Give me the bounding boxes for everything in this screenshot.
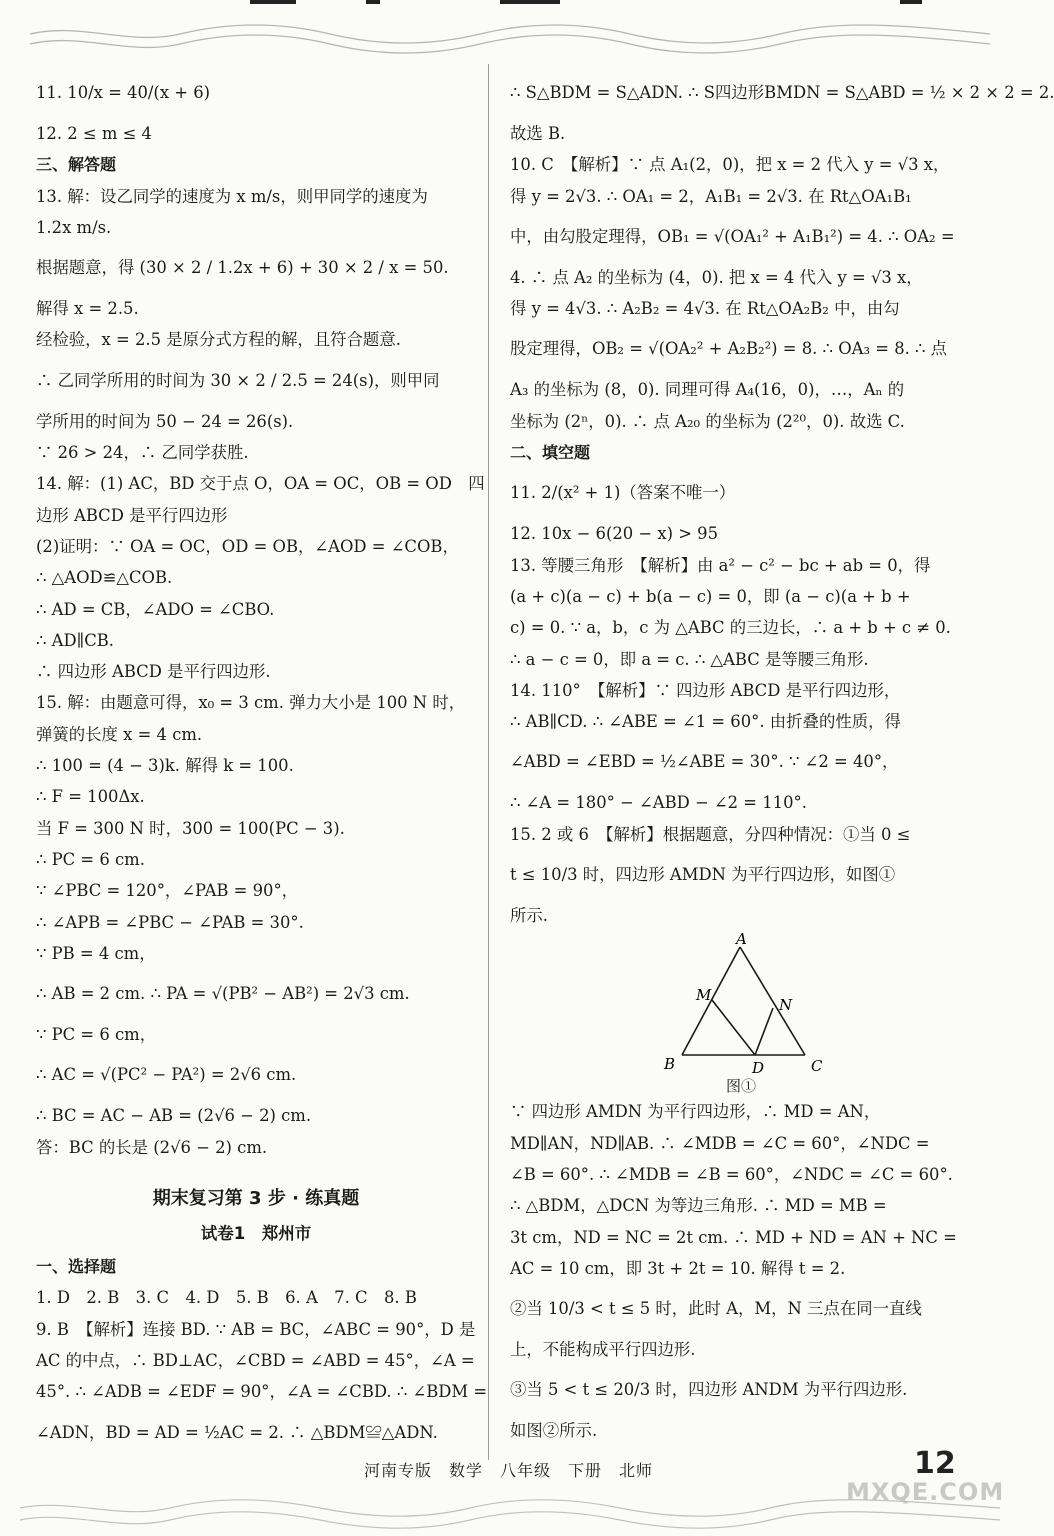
text-line: ∴ ∠APB = ∠PBC − ∠PAB = 30°. [36,912,304,932]
text-line: ∠ABD = ∠EBD = ½∠ABE = 30°. ∵ ∠2 = 40°， [510,752,899,772]
text-line: 14. 110° 【解析】∵ 四边形 ABCD 是平行四边形， [510,680,901,700]
text-line: 12. 10x − 6(20 − x) > 95 [510,524,719,544]
text-line: AC 的中点，∴ BD⊥AC，∠CBD = ∠ABD = 45°，∠A = [36,1350,475,1370]
text-line: ∵ PC = 6 cm， [36,1025,157,1045]
text-line: 12. 2 ≤ m ≤ 4 [36,124,152,143]
point-label-D: D [752,1059,765,1078]
text-line: ∵ PB = 4 cm， [36,943,156,963]
column-divider [488,64,489,1460]
point-label-M: M [696,986,712,1005]
text-line: ∴ AD∥CB. [36,630,114,650]
text-line: MD∥AN，ND∥AB. ∴ ∠MDB = ∠C = 60°，∠NDC = [510,1133,930,1153]
text-line: ∴ 四边形 ABCD 是平行四边形. [36,662,271,682]
text-line: 3t cm，ND = NC = 2t cm. ∴ MD + ND = AN + NC = [510,1227,957,1247]
section-heading: 三、解答题 [36,155,117,175]
text-line: 45°. ∴ ∠ADB = ∠EDF = 90°，∠A = ∠CBD. ∴ ∠BDM = [36,1382,488,1402]
segment-AC [740,947,805,1055]
text-line: 坐标为 (2ⁿ，0). ∴ 点 A₂₀ 的坐标为 (2²⁰，0). 故选 C. [510,411,905,431]
text-line: 当 F = 300 N 时，300 = 100(PC − 3). [36,818,345,838]
text-line: t ≤ 10/3 时，四边形 AMDN 为平行四边形，如图① [510,865,896,885]
text-line: 15. 2 或 6 【解析】根据题意，分四种情况：①当 0 ≤ [510,824,911,844]
point-label-C: C [811,1057,823,1076]
text-line: 中，由勾股定理得，OB₁ = √(OA₁² + A₁B₁²) = 4. ∴ OA₂ = [510,226,955,246]
text-line: ∠ADN，BD = AD = ½AC = 2. ∴ △BDM≌△ADN. [36,1422,438,1442]
text-line: 上，不能构成平行四边形. [510,1340,696,1360]
text-line: ∴ AB∥CD. ∴ ∠ABE = ∠1 = 60°. 由折叠的性质，得 [510,712,901,732]
page-footer: 河南专版 数学 八年级 下册 北师 [363,1461,653,1480]
spacer [36,1163,476,1177]
point-label-N: N [779,996,793,1015]
text-line: ∠B = 60°. ∴ ∠MDB = ∠B = 60°，∠NDC = ∠C = 60°. [510,1164,953,1184]
text-line: 边形 ABCD 是平行四边形 [36,505,228,525]
text-line: ∴ ∠A = 180° − ∠ABD − ∠2 = 110°. [510,793,807,813]
top-wavy-border [0,0,1017,58]
text-line: 11. 10/x = 40/(x + 6) [36,83,211,102]
text-line: ∴ △BDM，△DCN 为等边三角形. ∴ MD = MB = [510,1196,887,1216]
segment-ND [755,1008,773,1055]
bottom-wavy-border [0,1498,1017,1536]
text-line: ∵ ∠PBC = 120°，∠PAB = 90°， [36,881,299,901]
point-label-B: B [664,1055,676,1074]
text-line: ∴ PC = 6 cm. [36,849,145,869]
text-line: (2)证明：∵ OA = OC，OD = OB，∠AOD = ∠COB， [36,536,459,556]
watermark: MXQE.COM [846,1478,1005,1506]
text-line: ∴ a − c = 0，即 a = c. ∴ △ABC 是等腰三角形. [510,649,869,669]
chapter-title: 期末复习第 3 步 · 练真题 [152,1188,360,1210]
segment-MD [712,1000,755,1055]
text-line: 1.2x m/s. [36,217,112,237]
text-line: A₃ 的坐标为 (8，0). 同理可得 A₄(16，0)，…，Aₙ 的 [510,380,905,400]
text-line: 学所用的时间为 50 − 24 = 26(s). [36,411,294,431]
text-line: (a + c)(a − c) + b(a − c) = 0，即 (a − c)(a + b + [510,586,911,606]
text-line: c) = 0. ∵ a，b，c 为 △ABC 的三边长，∴ a + b + c ≠ 0. [510,618,951,638]
figure-1 [510,931,950,1096]
text-line: AC = 10 cm，即 3t + 2t = 10. 解得 t = 2. [510,1258,846,1278]
text-line: 经检验，x = 2.5 是原分式方程的解，且符合题意. [36,330,401,350]
text-line: 股定理得，OB₂ = √(OA₂² + A₂B₂²) = 8. ∴ OA₃ = 8. ∴ 点 [510,339,948,359]
text-line: 13. 等腰三角形 【解析】由 a² − c² − bc + ab = 0，得 [510,555,931,575]
text-line: ∵ 26 > 24，∴ 乙同学获胜. [36,443,249,463]
text-line: ∴ 100 = (4 − 3)k. 解得 k = 100. [36,756,294,776]
text-line: 11. 2/(x² + 1)（答案不唯一） [510,483,736,503]
section-heading: 一、选择题 [36,1257,117,1277]
page-number: 12 [914,1446,956,1481]
text-line: 13. 解：设乙同学的速度为 x m/s，则甲同学的速度为 [36,186,428,206]
text-line: ∴ 乙同学所用的时间为 30 × 2 / 2.5 = 24(s)，则甲同 [36,370,440,390]
section-heading: 二、填空题 [510,443,591,463]
text-line: ∴ BC = AC − AB = (2√6 − 2) cm. [36,1106,312,1126]
text-line: 9. B 【解析】连接 BD. ∵ AB = BC，∠ABC = 90°，D 是 [36,1319,476,1339]
left-column [36,68,488,1458]
text-line: 答：BC 的长是 (2√6 − 2) cm. [36,1137,268,1157]
text-line: 15. 解：由题意可得，x₀ = 3 cm. 弹力大小是 100 N 时， [36,693,466,713]
triangle-diagram [660,930,823,1078]
text-line: 如图②所示. [510,1421,598,1441]
text-line: ∴ AC = √(PC² − PA²) = 2√6 cm. [36,1065,297,1085]
text-line: 得 y = 4√3. ∴ A₂B₂ = 4√3. 在 Rt△OA₂B₂ 中，由勾 [510,299,900,319]
point-label-A: A [736,930,747,949]
text-line: 1. D 2. B 3. C 4. D 5. B 6. A 7. C 8. B [36,1288,417,1308]
chapter-title: 试卷1 郑州市 [200,1224,312,1244]
text-line: ∴ △AOD≌△COB. [36,568,173,588]
text-line: ∴ F = 100Δx. [36,787,145,807]
text-line: 根据题意，得 (30 × 2 / 1.2x + 6) + 30 × 2 / x = 50. [36,258,449,278]
figure-caption: 图① [726,1077,757,1096]
text-line: ∴ AD = CB，∠ADO = ∠CBO. [36,599,275,619]
text-line: 解得 x = 2.5. [36,299,139,319]
text-line: 14. 解：(1) AC，BD 交于点 O，OA = OC，OB = OD 四 [36,474,485,494]
right-column [510,68,1054,1447]
text-line: 所示. [510,906,548,926]
text-line: 弹簧的长度 x = 4 cm. [36,724,203,744]
text-line: ∴ AB = 2 cm. ∴ PA = √(PB² − AB²) = 2√3 cm. [36,984,410,1004]
text-line: ∴ S△BDM = S△ADN. ∴ S四边形BMDN = S△ABD = ½ × 2 × 2 = 2. [510,83,1054,102]
text-line: ∵ 四边形 AMDN 为平行四边形，∴ MD = AN， [510,1102,881,1122]
text-line: 4. ∴ 点 A₂ 的坐标为 (4，0). 把 x = 4 代入 y = √3 x， [510,267,923,287]
text-line: ②当 10/3 < t ≤ 5 时，此时 A，M，N 三点在同一直线 [510,1299,922,1319]
text-line: 得 y = 2√3. ∴ OA₁ = 2，A₁B₁ = 2√3. 在 Rt△OA₁B₁ [510,186,912,206]
text-line: ③当 5 < t ≤ 20/3 时，四边形 ANDM 为平行四边形. [510,1380,908,1400]
text-line: 10. C 【解析】∵ 点 A₁(2，0)，把 x = 2 代入 y = √3 x， [510,155,950,175]
text-line: 故选 B. [510,124,566,143]
